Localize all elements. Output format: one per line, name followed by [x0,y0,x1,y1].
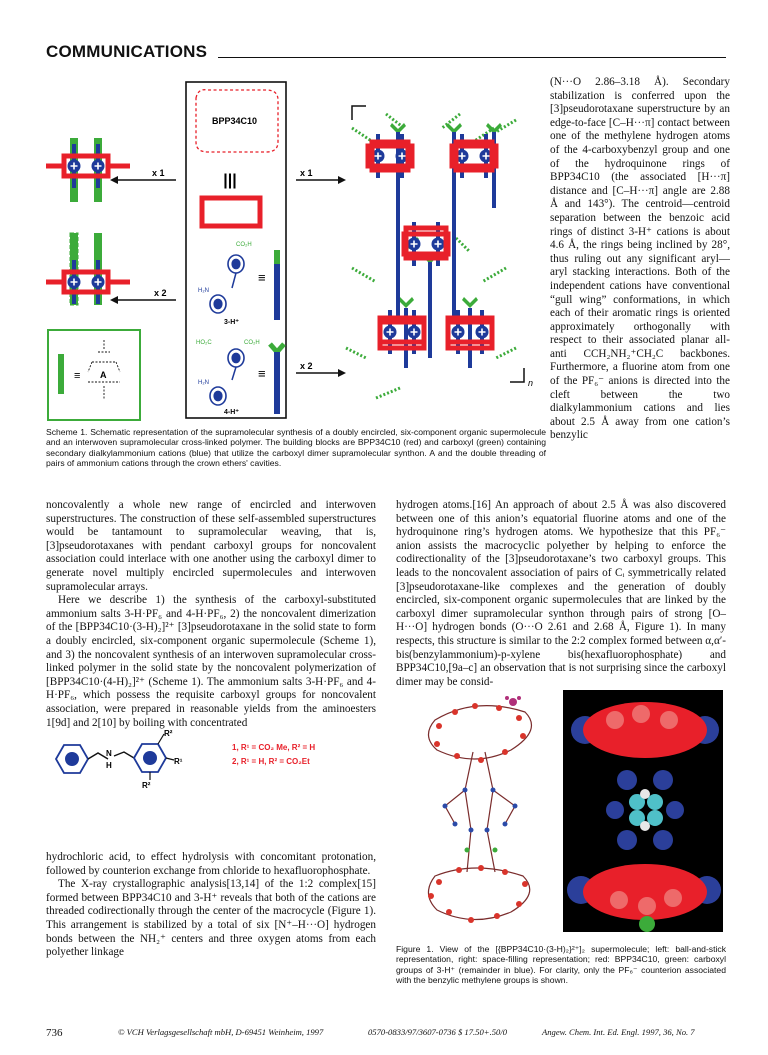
figure-1-caption: Figure 1. View of the [{BPP34C10·(3-H)₂}²⁺]₂ supermolecule; left: ball-and-stick representation, right: space-filling representation; red: BPP34C10, green: carboxyl groups of 3-H⁺ (remainder in blue). For clarity, only the PF₆⁻ counterion associated with the benzylic methylene groups is shown. [396,944,726,986]
svg-text:N: N [106,749,112,758]
left-top-assembly [46,138,130,202]
header-rule [218,57,726,58]
arrow-label-left-x2: x 2 [154,288,167,298]
polymer-repeat-n: n [528,378,534,388]
figure-1-images [415,690,725,932]
cation-4h-label: 4-H⁺ [224,409,239,416]
footer-publisher: © VCH Verlagsgesellschaft mbH, D-69451 Weinheim, 1997 [118,1027,324,1037]
svg-text:R¹: R¹ [174,757,183,766]
left-middle-assembly [46,233,130,305]
right-column-text [396,499,726,689]
svg-text:CO₂H: CO₂H [244,340,260,346]
arrow-label-right-x2: x 2 [300,361,313,371]
svg-text:H₂N: H₂N [198,380,209,386]
compound-2-label: 2, R¹ = H, R² = CO₂Et [232,757,310,766]
running-header [46,42,726,64]
left-column-text-b [46,851,376,960]
paragraph-right-2: hydrogen atoms.[16] An approach of about 2.5 Å was also discovered between one of this anion’s equatorial fluorine atoms and one of the hydroquinone ring’s hydrogen atoms. We hypothesize that this PF₆⁻ anion assists the macrocyclic polyether by helping to enforce the codirectionality of the [3]pseudorotaxane’s two carboxyl groups. This leads to the noncovalent association of pairs of Cᵢ symmetrically related [3]pseudorotaxane-like complexes and the generation of doubly encircled, six-component organic supermolecules that are linked by the carboxyl dimer supramolecular synthon through pairs of strong [O–H···O] hydrogen bonds (O···O 2.61 and 2.68 Å, Figure 1). In many respects, this structure is similar to the 2:2 complex formed between α,α′-bis(benzylammonium)-p-xylene bis(hexafluorophosphate) and BPP34C10,[9a–c] an observation that is not surprising since the carboxyl dimer may be consid- [396,499,726,688]
footer-journal: Angew. Chem. Int. Ed. Engl. 1997, 36, No. 7 [542,1027,695,1037]
arrow-label-right-x1: x 1 [300,168,313,178]
cation-4h-structure [196,340,284,416]
central-building-blocks-panel [186,82,286,418]
aminoester-structure [46,728,346,790]
ball-and-stick-model [428,696,531,923]
paragraph-left-1: noncovalently a whole new range of encircled and interwoven superstructures. The construction of these self-assembled superstructures would be tantamount to supramolecular weaving, that is, [3]pseudorotaxanes with pendant carboxyl groups for noncovalent association could interlace with one another using the carboxyl dimer to generate novel multiply encircled supermolecules and interwoven supramolecular arrays. [46,499,376,593]
footer-code: 0570-0833/97/3607-0736 $ 17.50+.50/0 [368,1027,507,1037]
svg-text:≡: ≡ [258,366,266,381]
svg-text:H: H [106,761,112,770]
cation-3h-label: 3-H⁺ [224,319,239,326]
right-column-top-text [550,76,730,443]
svg-text:CO₂H: CO₂H [236,242,252,248]
inset-label-a: A [100,370,107,380]
arrow-label-left-x1: x 1 [152,168,165,178]
page-number: 736 [46,1027,63,1039]
paragraph-right-top: (N···O 2.86–3.18 Å). Secondary stabilization is conferred upon the [3]pseudorotaxane superstructure by an edge-to-face [C–H···π] contact between one of the methylene hydrogen atoms of the 4-carboxybenzyl group and one of the hydroquinone rings of BPP34C10 (the associated [H···π] distance and [C–H···π] angle are 2.88 Å and 143°). The centroid—centroid separation between the benzoic acid rings of distinct 3-H⁺ cations is about 4.6 Å, the rings being inclined by 28°, thus ruling out any significant aryl—aryl stacking interactions. Both of the independent cations have conventional “gull wing” conformations, in which each of their aromatic rings is oriented approximately orthogonally with respect to their associated planar all-anti CCH₂NH₂⁺CH₂C backbones. Furthermore, a fluorine atom from one of the PF₆⁻ anions is directed into the cleft between the two dialkylammonium cations and lies about 2.5 Å away from one cation’s benzylic [550,76,730,442]
bpp34c10-label: BPP34C10 [212,116,258,126]
section-title: COMMUNICATIONS [46,42,208,61]
svg-text:|||: ||| [223,172,237,189]
carboxyl-dimer-inset [48,330,140,420]
svg-text:≡: ≡ [74,370,81,382]
paragraph-left-4: The X-ray crystallographic analysis[13,14] of the 1:2 complex[15] formed between BPP34C10 and 3-H⁺ reveals that both of the cations are threaded codirectionally through the center of the macrocycle (Figure 1). This arrangement is stabilized by a total of six [N⁺–H···O] hydrogen bonds between the NH₂⁺ centers and three oxygen atoms from each polyether linkage [46,878,376,959]
svg-text:≡: ≡ [258,270,266,285]
paragraph-left-3: hydrochloric acid, to effect hydrolysis with concomitant protonation, followed by counterion exchange from chloride to hexafluorophosphate. [46,851,376,877]
space-filling-model [563,690,723,932]
page-footer [46,1027,726,1041]
svg-text:R²: R² [142,781,151,790]
cation-3h-structure [198,242,280,326]
paragraph-left-2: Here we describe 1) the synthesis of the carboxyl-substituted ammonium salts 3-H·PF₆ and 4-H·PF₆, 2) the noncovalent dimerization of the [BPP34C10·(3-H)₂]²⁺ [3]pseudorotaxane in the solid state to form a doubly encircled, six-component organic supermolecule (Scheme 1), and 3) the noncovalent synthesis of an interwoven supramolecular cross-linked polymer in the solid state by the noncovalent polymerization of [BPP34C10·(4-H)₂]²⁺ (Scheme 1). The ammonium salts 3-H·PF₆ and 4-H·PF₆, which possess the requisite carboxyl groups for noncovalent association, were prepared in reasonable yields from the aminoesters 1[9d] and 2[10] by boiling with concentrated [46,594,376,729]
left-column-text-a [46,499,376,730]
svg-text:H₂N: H₂N [198,288,209,294]
compound-1-label: 1, R¹ = CO₂ Me, R² = H [232,743,316,752]
scheme-1-caption: Scheme 1. Schematic representation of the supramolecular synthesis of a doubly encircled, six-component organic supermolecule and an interwoven supramolecular cross-linked polymer. The building blocks are BPP34C10 (red) and carboxyl (green) containing secondary dialkylammonium cations (blue) that utilize the carboxyl dimer supramolecular synthon. A and the double threading of pairs of ammonium cations through the crown ethers' cavities. [46,427,546,469]
interwoven-polymer-network [346,106,533,398]
bpp34c10-structure [196,90,278,152]
svg-text:R²: R² [164,729,173,738]
svg-text:HO₂C: HO₂C [196,340,212,346]
scheme-1-artwork [46,68,543,426]
